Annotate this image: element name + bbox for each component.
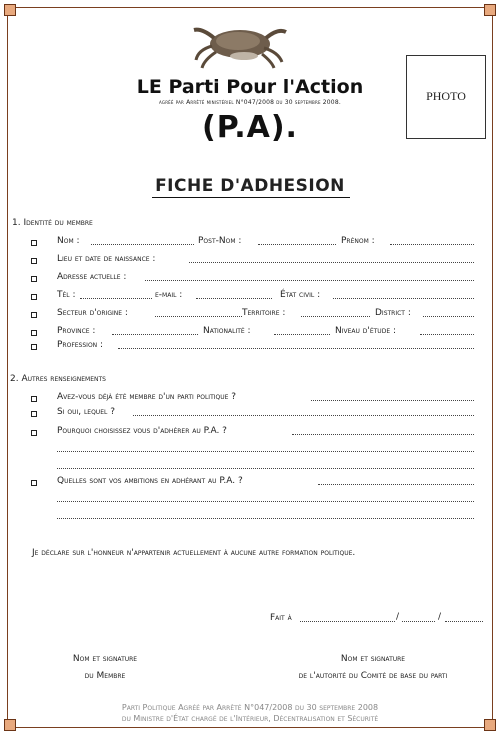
party-name: LE Parti Pour l'Action bbox=[136, 76, 364, 98]
corner-ornament bbox=[0, 0, 22, 22]
field-district[interactable] bbox=[423, 316, 474, 317]
label-nom: Nom : bbox=[57, 236, 80, 246]
field-which-party[interactable] bbox=[133, 415, 474, 416]
field-email[interactable] bbox=[196, 298, 272, 299]
checkbox[interactable] bbox=[31, 240, 37, 246]
label-profession: Profession : bbox=[57, 340, 104, 350]
label-post-nom: Post-Nom : bbox=[198, 236, 242, 246]
field-profession[interactable] bbox=[118, 348, 474, 349]
field-fait-a-year[interactable] bbox=[445, 621, 483, 622]
photo-label: PHOTO bbox=[426, 89, 466, 103]
field-fait-a-day[interactable] bbox=[402, 621, 435, 622]
checkbox[interactable] bbox=[31, 276, 37, 282]
field-why-join-line[interactable] bbox=[57, 468, 474, 469]
label-fait-a: Fait à bbox=[270, 613, 292, 623]
question-member-before: Avez-vous déjà été membre d'un parti politique ? bbox=[57, 392, 237, 402]
checkbox[interactable] bbox=[31, 396, 37, 402]
field-territoire[interactable] bbox=[301, 316, 370, 317]
field-member-before[interactable] bbox=[311, 400, 474, 401]
title-underline bbox=[152, 197, 350, 198]
section-1-title: 1. Identité du membre bbox=[12, 218, 93, 228]
field-fait-a-place[interactable] bbox=[300, 621, 395, 622]
label-prenom: Prénom : bbox=[341, 236, 375, 246]
party-abbreviation: (P.A). bbox=[202, 110, 298, 145]
label-lieu-date: Lieu et date de naissance : bbox=[57, 254, 156, 264]
question-why-join: Pourquoi choisissez vous d'adhérer au P.A. ? bbox=[57, 426, 227, 436]
form-title: FICHE D'ADHESION bbox=[155, 176, 345, 196]
field-adresse[interactable] bbox=[145, 280, 474, 281]
checkbox[interactable] bbox=[31, 294, 37, 300]
label-nationalite: Nationalité : bbox=[203, 326, 251, 336]
photo-box[interactable] bbox=[406, 55, 486, 139]
field-ambitions-line[interactable] bbox=[57, 501, 474, 502]
field-etat-civil[interactable] bbox=[333, 298, 474, 299]
field-ambitions[interactable] bbox=[318, 484, 474, 485]
field-post-nom[interactable] bbox=[258, 244, 336, 245]
field-prenom[interactable] bbox=[390, 244, 474, 245]
label-adresse: Adresse actuelle : bbox=[57, 272, 127, 282]
label-email: e-mail : bbox=[155, 290, 183, 300]
date-separator: / bbox=[396, 612, 400, 622]
crab-logo-icon bbox=[192, 20, 288, 70]
label-etat-civil: État civil : bbox=[280, 290, 321, 300]
field-nationalite[interactable] bbox=[274, 334, 330, 335]
checkbox[interactable] bbox=[31, 258, 37, 264]
checkbox[interactable] bbox=[31, 330, 37, 336]
agreement-note: agréé par Arrêté ministériel N°047/2008 du 30 septembre 2008. bbox=[159, 99, 341, 106]
question-which-party: Si oui, lequel ? bbox=[57, 407, 115, 417]
field-lieu-date[interactable] bbox=[189, 262, 474, 263]
signature-authority: Nom et signature de l'autorité du Comité de base du parti bbox=[298, 654, 448, 681]
field-secteur[interactable] bbox=[155, 316, 242, 317]
label-tel: Tél : bbox=[57, 290, 76, 300]
footer-note: Parti Politique Agréé par Arrêté N°047/2008 du 30 septembre 2008 du Ministre d'État chargé de l'Intérieur, Décentralisation et Sécurité bbox=[121, 703, 379, 723]
field-province[interactable] bbox=[112, 334, 198, 335]
section-2-title: 2. Autres renseignements bbox=[10, 374, 106, 384]
field-tel[interactable] bbox=[80, 298, 152, 299]
label-secteur: Secteur d'origine : bbox=[57, 308, 128, 318]
field-ambitions-line[interactable] bbox=[57, 518, 474, 519]
checkbox[interactable] bbox=[31, 312, 37, 318]
field-why-join-line[interactable] bbox=[57, 451, 474, 452]
field-why-join[interactable] bbox=[292, 434, 474, 435]
label-province: Province : bbox=[57, 326, 96, 336]
field-niveau[interactable] bbox=[420, 334, 474, 335]
signature-member: Nom et signature du Membre bbox=[72, 654, 138, 681]
checkbox[interactable] bbox=[31, 430, 37, 436]
checkbox[interactable] bbox=[31, 411, 37, 417]
question-ambitions: Quelles sont vos ambitions en adhérant au P.A. ? bbox=[57, 476, 243, 486]
checkbox[interactable] bbox=[31, 344, 37, 350]
corner-ornament bbox=[478, 0, 500, 22]
label-district: District : bbox=[375, 308, 411, 318]
declaration-text: Je déclare sur l'honneur n'appartenir actuellement à aucune autre formation politique. bbox=[32, 548, 356, 558]
field-nom[interactable] bbox=[91, 244, 194, 245]
date-separator: / bbox=[438, 612, 442, 622]
label-territoire: Territoire : bbox=[242, 308, 286, 318]
label-niveau: Niveau d'étude : bbox=[335, 326, 397, 336]
checkbox[interactable] bbox=[31, 480, 37, 486]
